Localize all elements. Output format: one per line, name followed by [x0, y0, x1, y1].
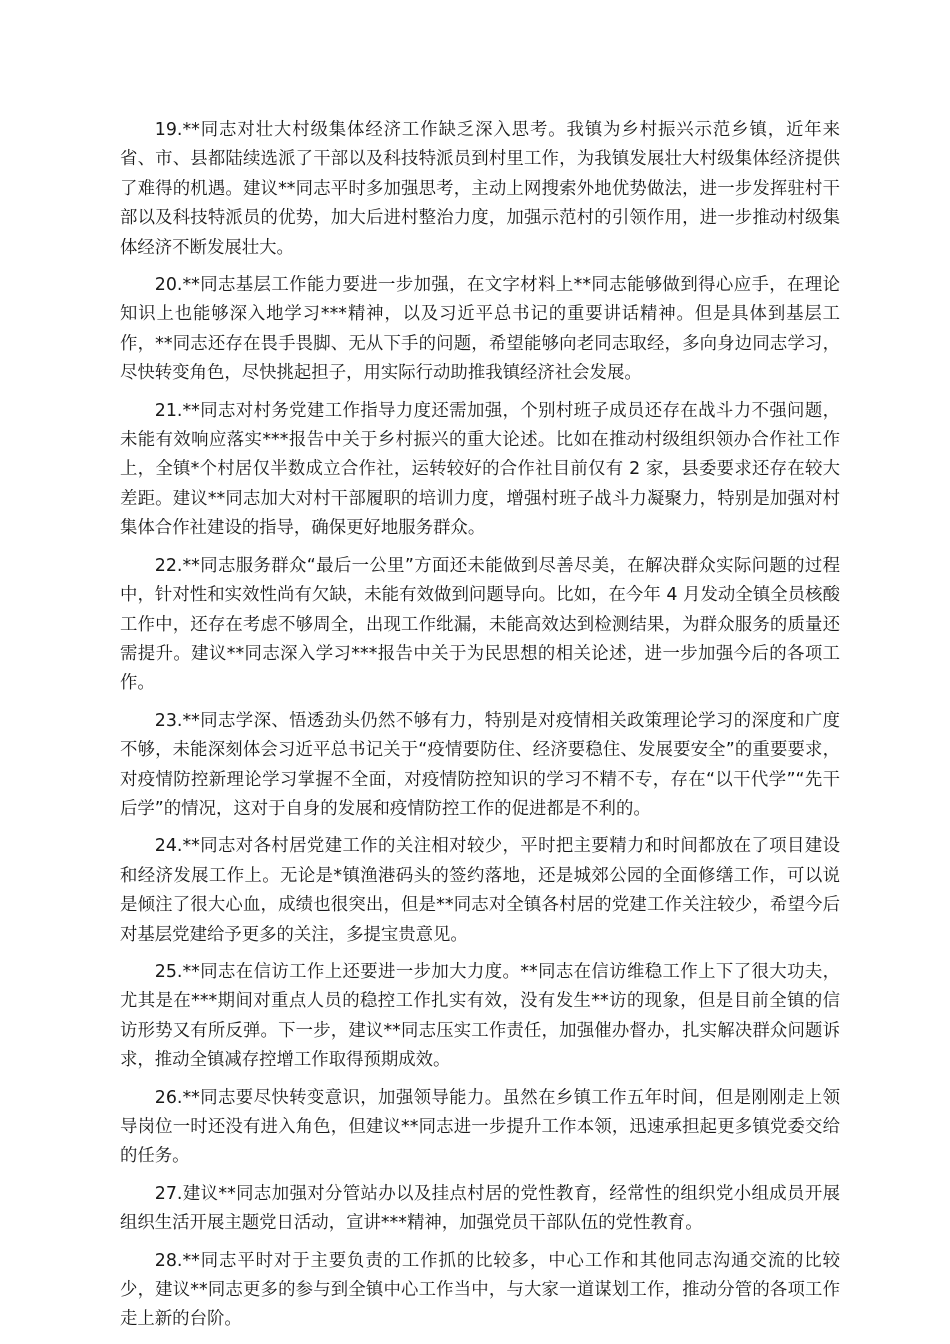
- paragraph-21: 21.**同志对村务党建工作指导力度还需加强，个别村班子成员还存在战斗力不强问题，未能有效响应落实***报告中关于乡村振兴的重大论述。比如在推动村级组织领办合作社工作上，全镇*个村居仅半数成立合作社，运转较好的合作社目前仅有 2 家，县委要求还存在较大差距。建议**同志加大对村干部履职的培训力度，增强村班子战斗力凝聚力，特别是加强对村集体合作社建设的指导，确保更好地服务群众。: [120, 400, 840, 539]
- paragraph-27: 27.建议**同志加强对分管站办以及挂点村居的党性教育，经常性的组织党小组成员开展组织生活开展主题党日活动，宣讲***精神，加强党员干部队伍的党性教育。: [120, 1183, 840, 1234]
- paragraph-19: 19.**同志对壮大村级集体经济工作缺乏深入思考。我镇为乡村振兴示范乡镇，近年来省、市、县都陆续选派了干部以及科技特派员到村里工作，为我镇发展壮大村级集体经济提供了难得的机遇。建议**同志平时多加强思考，主动上网搜索外地优势做法，进一步发挥驻村干部以及科技特派员的优势，加大后进村整治力度，加强示范村的引领作用，进一步推动村级集体经济不断发展壮大。: [120, 120, 840, 258]
- paragraph-22: 22.**同志服务群众“最后一公里”方面还未能做到尽善尽美，在解决群众实际问题的过程中，针对性和实效性尚有欠缺，未能有效做到问题导向。比如，在今年 4 月发动全镇全员核酸工作中，还存在考虑不够周全，出现工作纰漏，未能高效达到检测结果，为群众服务的质量还需提升。建议**同志深入学习***报告中关于为民思想的相关论述，进一步加强今后的各项工作。: [120, 555, 840, 694]
- paragraph-20: 20.**同志基层工作能力要进一步加强，在文字材料上**同志能够做到得心应手，在理论知识上也能够深入地学习***精神，以及习近平总书记的重要讲话精神。但是具体到基层工作，**同志还存在畏手畏脚、无从下手的问题，希望能够向老同志取经，多向身边同志学习，尽快转变角色，尽快挑起担子，用实际行动助推我镇经济社会发展。: [120, 275, 840, 384]
- paragraph-28: 28.**同志平时对于主要负责的工作抓的比较多，中心工作和其他同志沟通交流的比较少，建议**同志更多的参与到全镇中心工作当中，与大家一道谋划工作，推动分管的各项工作走上新的台阶。: [120, 1250, 840, 1330]
- document-body: [120, 116, 840, 1343]
- paragraph-24: 24.**同志对各村居党建工作的关注相对较少，平时把主要精力和时间都放在了项目建设和经济发展工作上。无论是*镇渔港码头的签约落地，还是城郊公园的全面修缮工作，可以说是倾注了很大心血，成绩也很突出，但是**同志对全镇各村居的党建工作关注较少，希望今后对基层党建给予更多的关注，多提宝贵意见。: [120, 836, 840, 945]
- paragraph-26: 26.**同志要尽快转变意识，加强领导能力。虽然在乡镇工作五年时间，但是刚刚走上领导岗位一时还没有进入角色，但建议**同志进一步提升工作本领，迅速承担起更多镇党委交给的任务。: [120, 1087, 840, 1167]
- paragraph-23: 23.**同志学深、悟透劲头仍然不够有力，特别是对疫情相关政策理论学习的深度和广度不够，未能深刻体会习近平总书记关于“疫情要防住、经济要稳住、发展要安全”的重要要求，对疫情防控新理论学习掌握不全面，对疫情防控知识的学习不精不专，存在“以干代学”“先干后学”的情况，这对于自身的发展和疫情防控工作的促进都是不利的。: [120, 710, 840, 819]
- paragraph-25: 25.**同志在信访工作上还要进一步加大力度。**同志在信访维稳工作上下了很大功夫，尤其是在***期间对重点人员的稳控工作扎实有效，没有发生**访的现象，但是目前全镇的信访形势又有所反弹。下一步，建议**同志压实工作责任，加强催办督办，扎实解决群众问题诉求，推动全镇减存控增工作取得预期成效。: [120, 961, 840, 1071]
